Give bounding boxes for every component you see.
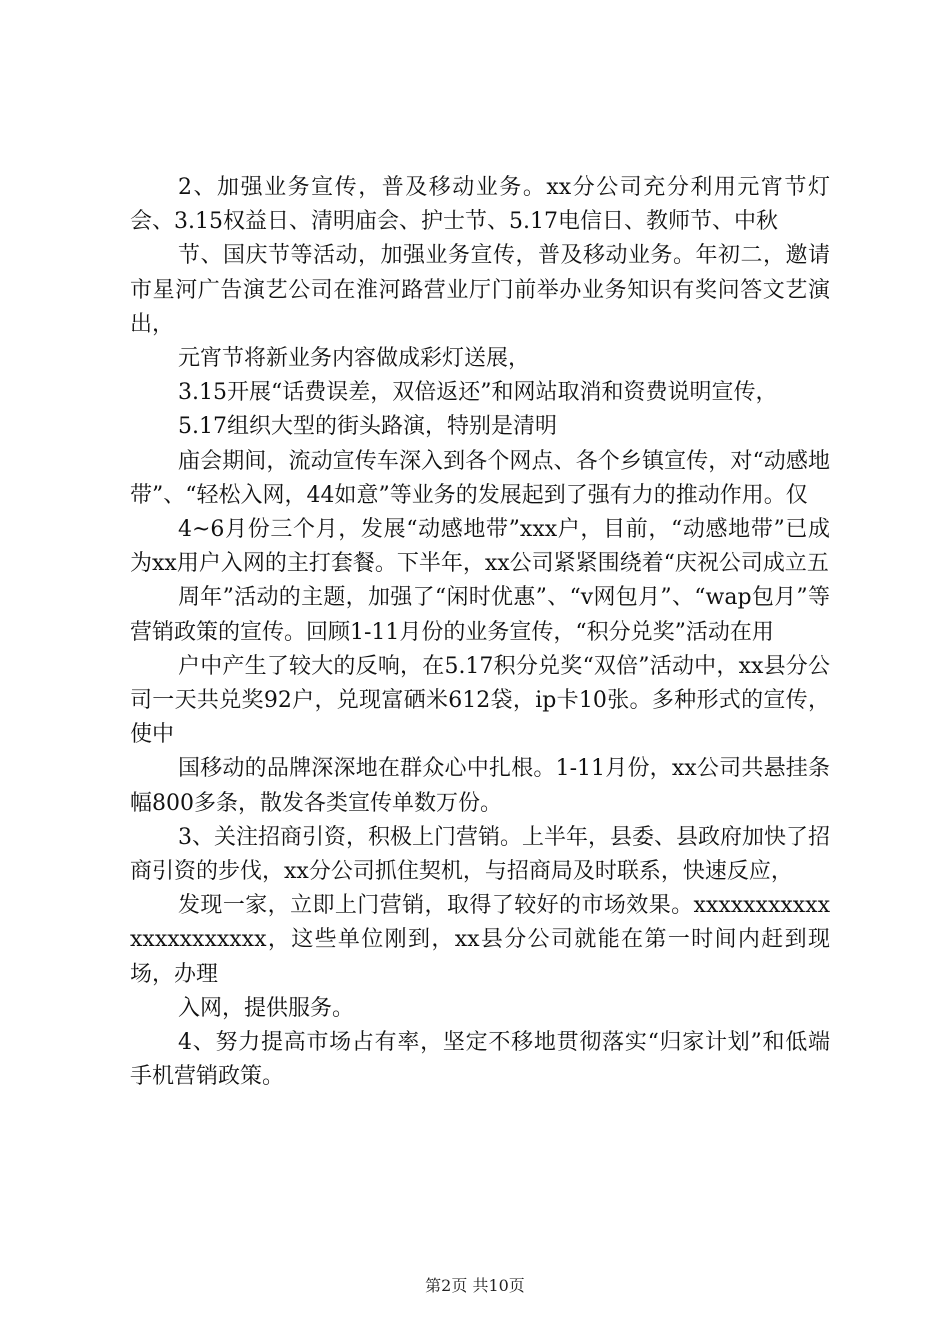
paragraph: 4、努力提高市场占有率，坚定不移地贯彻落实“归家计划”和低端手机营销政策。 [130, 1030, 830, 1090]
paragraph: 3.15开展“话费误差，双倍返还”和网站取消和资费说明宣传， [178, 380, 778, 406]
paragraph: 元宵节将新业务内容做成彩灯送展， [178, 346, 531, 372]
paragraph: 户中产生了较大的反响，在5.17积分兑奖“双倍”活动中，xx县分公司一天共兑奖92户，兑现富硒米612袋，ip卡10张。多种形式的宣传，使中 [130, 653, 830, 748]
paragraph: 4~6月份三个月，发展“动感地带”xxx户，目前，“动感地带”已成为xx用户入网的主打套餐。下半年，xx公司紧紧围绕着“庆祝公司成立五 [130, 517, 830, 577]
paragraph: 5.17组织大型的街头路演，特别是清明 [178, 414, 557, 440]
paragraph: 周年”活动的主题，加强了“闲时优惠”、“v网包月”、“wap包月”等营销政策的宣传。回顾1-11月份的业务宣传，“积分兑奖”活动在用 [130, 585, 830, 645]
paragraph: 发现一家，立即上门营销，取得了较好的市场效果。xxxxxxxxxxxxxxxxxxxxxx，这些单位刚到，xx县分公司就能在第一时间内赶到现场，办理 [130, 893, 830, 987]
paragraph: 国移动的品牌深深地在群众心中扎根。1-11月份，xx公司共悬挂条幅800多条，散发各类宣传单数万份。 [130, 756, 830, 816]
paragraph: 庙会期间，流动宣传车深入到各个网点、各个乡镇宣传，对“动感地带”、“轻松入网，44如意”等业务的发展起到了强有力的推动作用。仅 [130, 448, 830, 508]
paragraph: 入网，提供服务。 [178, 995, 355, 1021]
paragraph: 节、国庆节等活动，加强业务宣传，普及移动业务。年初二，邀请市星河广告演艺公司在淮河路营业厅门前举办业务知识有奖问答文艺演出， [130, 243, 830, 337]
page-footer: 第2页 共10页 [425, 1276, 525, 1295]
paragraph: 3、关注招商引资，积极上门营销。上半年，县委、县政府加快了招商引资的步伐，xx分公司抓住契机，与招商局及时联系，快速反应， [130, 824, 830, 885]
document-body [130, 171, 830, 1094]
paragraph: 2、加强业务宣传，普及移动业务。xx分公司充分利用元宵节灯会、3.15权益日、清明庙会、护士节、5.17电信日、教师节、中秋 [130, 175, 830, 235]
